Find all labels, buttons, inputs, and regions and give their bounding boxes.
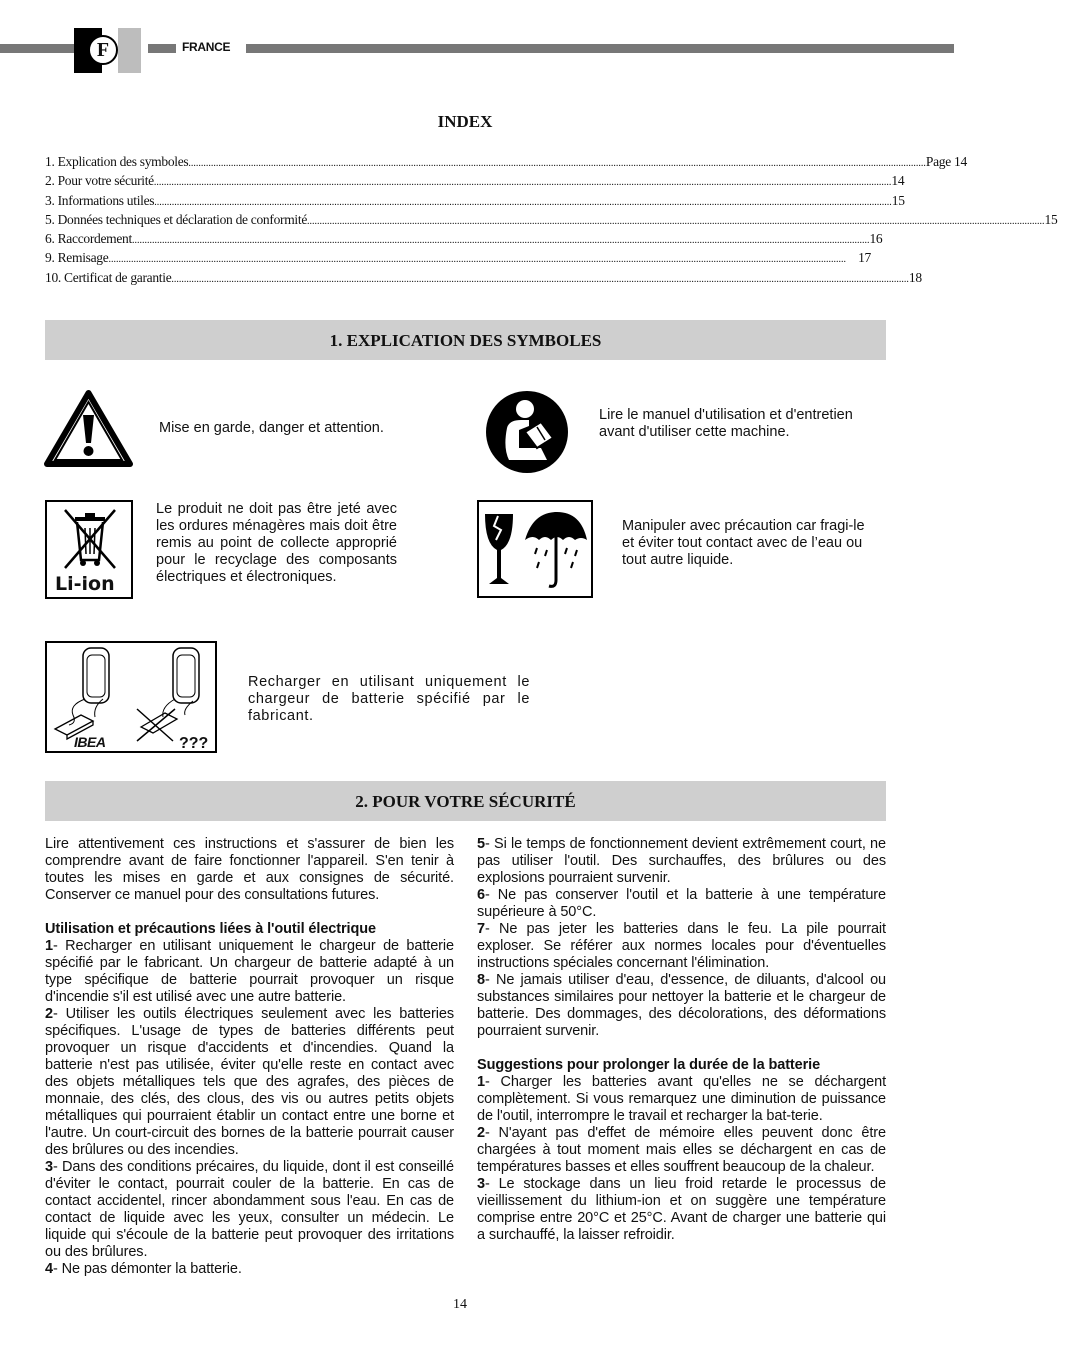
- header-bar-left: [0, 44, 74, 53]
- charger-only-icon: [45, 641, 217, 753]
- ibea-brand-label: IBEA: [74, 734, 106, 750]
- tool-item: 2- Utiliser les outils électriques seulement avec les batteries spécifiques. L'usage de types de batteries différents peut provoquer un risque d'accidents et d'incendies. Quand la batterie n'est pas utilisée, éviter qu'elle reste en contact avec des objets métalliques tels que des agrafes, des pièces de monnaie, des clés, des clous, des vis ou autres petits objets métalliques qui pourraient établir un contact entre une borne et l'autre. Un court-circuit des bornes de la batterie pourrait causer des brûlures ou des incendies.: [45, 1006, 454, 1158]
- table-of-contents: [45, 154, 1058, 289]
- toc-entry[interactable]: 6. Raccordement ....................................................................................................................................................................................................................................................................................................... 16: [45, 231, 883, 247]
- language-tab: [74, 28, 141, 73]
- warning-triangle-icon: [44, 389, 133, 468]
- toc-entry[interactable]: 3. Informations utiles ....................................................................................................................................................................................................................................................................................................... 15: [45, 192, 905, 208]
- tool-item: 6- Ne pas conserver l'outil et la batterie à une température supérieure à 50°C.: [477, 887, 886, 920]
- section-heading-symbols: 1. EXPLICATION DES SYMBOLES: [45, 320, 886, 360]
- symbol-text-warning: Mise en garde, danger et attention.: [159, 420, 384, 436]
- tool-item: 7- Ne pas jeter les batteries dans le feu. La pile pourrait exploser. Se référer aux normes locales pour d'éventuelles instructions spéciales concernant l'élimination.: [477, 921, 886, 971]
- header-bar-right: [246, 44, 954, 53]
- toc-entry[interactable]: 5. Données techniques et déclaration de conformité ....................................................................................................................................................................................................................................................................................................... 15: [45, 211, 1058, 227]
- tool-heading: Utilisation et précautions liées à l'outil électrique: [45, 921, 376, 937]
- symbol-text-manual: Lire le manuel d'utilisation et d'entretien avant d'utiliser cette machine.: [599, 407, 853, 440]
- symbol-text-fragile: Manipuler avec précaution car fragi-le et éviter tout contact avec de l’eau ou tout autre liquide.: [622, 518, 865, 568]
- header-bar-mid: [148, 44, 176, 53]
- safety-right-column: [477, 836, 886, 1244]
- safety-intro: Lire attentivement ces instructions et s'assurer de bien les comprendre avant de faire fonctionner l'appareil. S'en tenir à toutes les mises en garde et aux consignes de sécurité. Conserver ce manuel pour des consultations futures.: [45, 836, 454, 903]
- tool-item: 5- Si le temps de fonctionnement devient extrêmement court, ne pas utiliser l'outil. Des surchauffes, des brûlures ou des explosions pourraient survenir.: [477, 836, 886, 886]
- page-number: 14: [453, 1297, 467, 1312]
- safety-left-column: [45, 836, 454, 1278]
- tool-item: 8- Ne jamais utiliser d'eau, d'essence, de diluants, d'alcool ou substances similaires pour nettoyer la batterie et le chargeur de batterie. Des dommages, des décolorations, des déformations pourraient survenir.: [477, 972, 886, 1039]
- tool-item: 3- Dans des conditions précaires, du liquide, dont il est conseillé d'éviter le contact, pourrait couler de la batterie. En cas de contact accidentel, rincer abondamment sous l'eau. En cas de contact de liquide avec les yeux, consulter un médecin. Le liquide qui s'écoule de la batterie peut provoquer des irritations ou des brûlures.: [45, 1159, 454, 1260]
- section-heading-safety: 2. POUR VOTRE SÉCURITÉ: [45, 781, 886, 821]
- tool-item: 4- Ne pas démonter la batterie.: [45, 1261, 242, 1277]
- symbol-text-disposal: Le produit ne doit pas être jeté avec les ordures ménagères mais doit être remis au point de collecte approprié pour le recyclage des composants électriques et électroniques.: [156, 501, 397, 585]
- toc-entry[interactable]: 10. Certificat de garantie ....................................................................................................................................................................................................................................................................................................... 18: [45, 269, 922, 285]
- battery-heading: Suggestions pour prolonger la durée de la batterie: [477, 1057, 821, 1073]
- battery-item: 3- Le stockage dans un lieu froid retarde le processus de vieillissement du lithium-ion et on suggère une température comprise entre 20°C et 25°C. Avant de charger une batterie qui a surchauffé, la laisser refroidir.: [477, 1176, 886, 1243]
- fragile-keep-dry-icon: [477, 500, 593, 598]
- battery-item: 1- Charger les batteries avant qu'elles ne se déchargent complètement. Si vous remarquez une diminution de puissance de l'outil, interrompre le travail et recharger la bat-terie.: [477, 1074, 886, 1124]
- crossed-bin-li-ion-icon: [45, 500, 133, 599]
- language-letter: F: [88, 35, 118, 65]
- country-label: FRANCE: [182, 40, 231, 54]
- toc-entry[interactable]: 9. Remisage ....................................................................................................................................................................................................................................................................................................... 17: [45, 250, 871, 266]
- index-title: INDEX: [437, 112, 493, 131]
- toc-entry[interactable]: 1. Explication des symboles ....................................................................................................................................................................................................................................................................................................... Page 14: [45, 154, 967, 169]
- symbol-text-charger: Recharger en utilisant uniquement le chargeur de batterie spécifié par le fabricant.: [248, 674, 530, 724]
- read-manual-icon: [485, 390, 569, 474]
- battery-item: 2- N'ayant pas d'effet de mémoire elles peuvent donc être chargées à tout moment mais elles se déchargent en cas de températures basses et elles souffrent beaucoup de la chaleur.: [477, 1125, 886, 1175]
- toc-entry[interactable]: 2. Pour votre sécurité ....................................................................................................................................................................................................................................................................................................... 14: [45, 173, 905, 189]
- li-ion-badge: Li-ion: [55, 573, 115, 595]
- tool-item: 1- Recharger en utilisant uniquement le chargeur de batterie spécifié par le fabricant. Un chargeur de batterie adapté à un type spécifique de batterie pourrait provoquer un risque d'incendie s'il est utilisé avec une autre batterie.: [45, 938, 454, 1005]
- unknown-charger-label: ???: [179, 735, 209, 752]
